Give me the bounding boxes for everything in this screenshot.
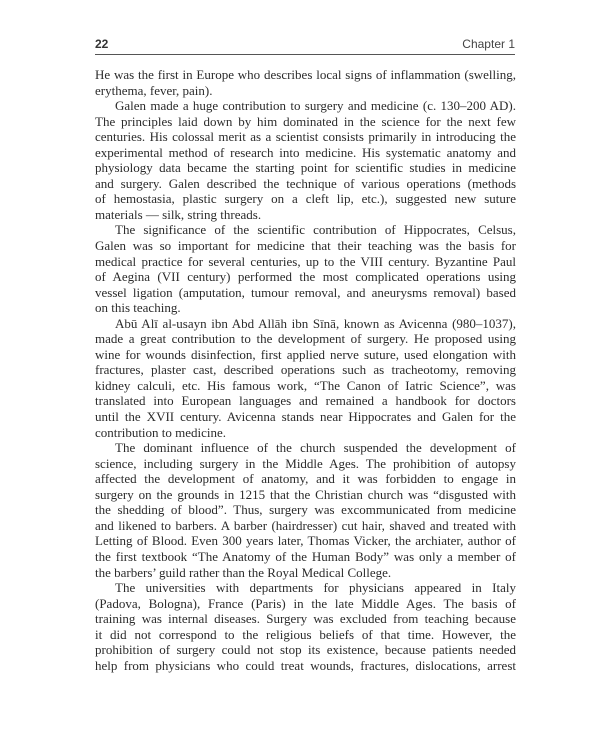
page-body — [95, 67, 516, 673]
text-line: Abū Alī al-usayn ibn Abd Allāh ibn Sīnā, known as Avicenna (980–1037), — [115, 315, 516, 331]
text-line: physiology data became the starting point for scientific studies in medicine — [95, 160, 516, 176]
text-line: erythema, fever, pain). — [95, 82, 213, 98]
text-line: kidney calculi, etc. His famous work, “The Canon of Iatric Science”, was — [95, 377, 516, 393]
paragraph — [95, 222, 516, 315]
text-line: wine for wounds disinfection, first applied nerve suture, used elongation with — [95, 346, 516, 362]
paragraph — [95, 440, 516, 580]
text-line: the first textbook “The Anatomy of the Human Body” was only a member of — [95, 548, 516, 564]
text-line: help from physicians who could treat wounds, fractures, dislocations, arrest — [95, 657, 516, 673]
text-line: translated into European languages and remained a handbook for doctors — [95, 393, 516, 409]
text-line: contribution to medicine. — [95, 424, 227, 440]
text-line: materials — silk, string threads. — [95, 206, 262, 222]
text-line: the barbers’ guild rather than the Royal Medical College. — [95, 564, 392, 580]
text-line: of Aegina (VII century) performed the most complicated operations using — [95, 269, 516, 285]
text-line: until the XVII century. Avicenna stands near Hippocrates and Galen for the — [95, 409, 516, 425]
text-line: The universities with departments for physicians appeared in Italy — [115, 580, 516, 596]
text-line: and likened to barbers. A barber (hairdresser) cut hair, shaved and treated with — [95, 517, 516, 533]
text-line: He was the first in Europe who describes local signs of inflammation (swelling, — [95, 67, 516, 82]
text-line: training was internal diseases. Surgery was excluded from teaching because — [95, 611, 516, 627]
text-line: the shedding of blood”. Thus, surgery was excommunicated from medicine — [95, 502, 516, 518]
text-line: of hemostasia, plastic surgery on a cleft lip, etc.), suggested new suture — [95, 191, 516, 207]
text-line: The significance of the scientific contribution of Hippocrates, Celsus, — [115, 222, 516, 238]
text-line: vessel ligation (amputation, tumour removal, and aneurysms removal) based — [95, 284, 516, 300]
chapter-title: Chapter 1 — [462, 37, 515, 51]
text-line: prohibition of surgery could not stop its existence, because patients needed — [95, 642, 516, 658]
text-line: Galen was so important for medicine that their teaching was the basis for — [95, 238, 516, 254]
paragraph — [95, 98, 516, 222]
text-line: The dominant influence of the church suspended the development of — [115, 440, 516, 456]
text-line: Letting of Blood. Even 300 years later, Thomas Vicker, the archiater, author of — [95, 533, 516, 549]
text-line: affected the development of anatomy, and it was forbidden to engage in — [95, 471, 516, 487]
page-number: 22 — [95, 37, 109, 51]
text-line: it did not correspond to the religious beliefs of that time. However, the — [95, 626, 516, 642]
text-line: science, including surgery in the Middle Ages. The prohibition of autopsy — [95, 455, 516, 471]
text-line: Galen made a huge contribution to surgery and medicine (c. 130–200 AD). — [115, 98, 516, 114]
text-line: and surgery. Galen described the technique of various operations (methods — [95, 175, 516, 191]
text-line: made a great contribution to the development of surgery. He proposed using — [95, 331, 516, 347]
text-line: fractures, plaster cast, described operations such as tracheotomy, removing — [95, 362, 516, 378]
text-line: experimental method of research into medicine. His systematic anatomy and — [95, 144, 516, 160]
text-line: (Padova, Bologna), France (Paris) in the late Middle Ages. The basis of — [95, 595, 516, 611]
running-header — [95, 36, 515, 55]
paragraph — [95, 580, 516, 673]
text-line: The principles laid down by him dominated in the science for the next few — [95, 113, 516, 129]
text-line: medical practice for several centuries, up to the VIII century. Byzantine Paul — [95, 253, 516, 269]
text-line: surgery on the grounds in 1215 that the Christian church was “disgusted with — [95, 486, 516, 502]
paragraph — [95, 316, 516, 440]
text-line: on this teaching. — [95, 300, 181, 316]
text-line: centuries. His colossal merit as a scientist consists primarily in introducing the — [95, 129, 516, 145]
paragraph — [95, 67, 516, 98]
